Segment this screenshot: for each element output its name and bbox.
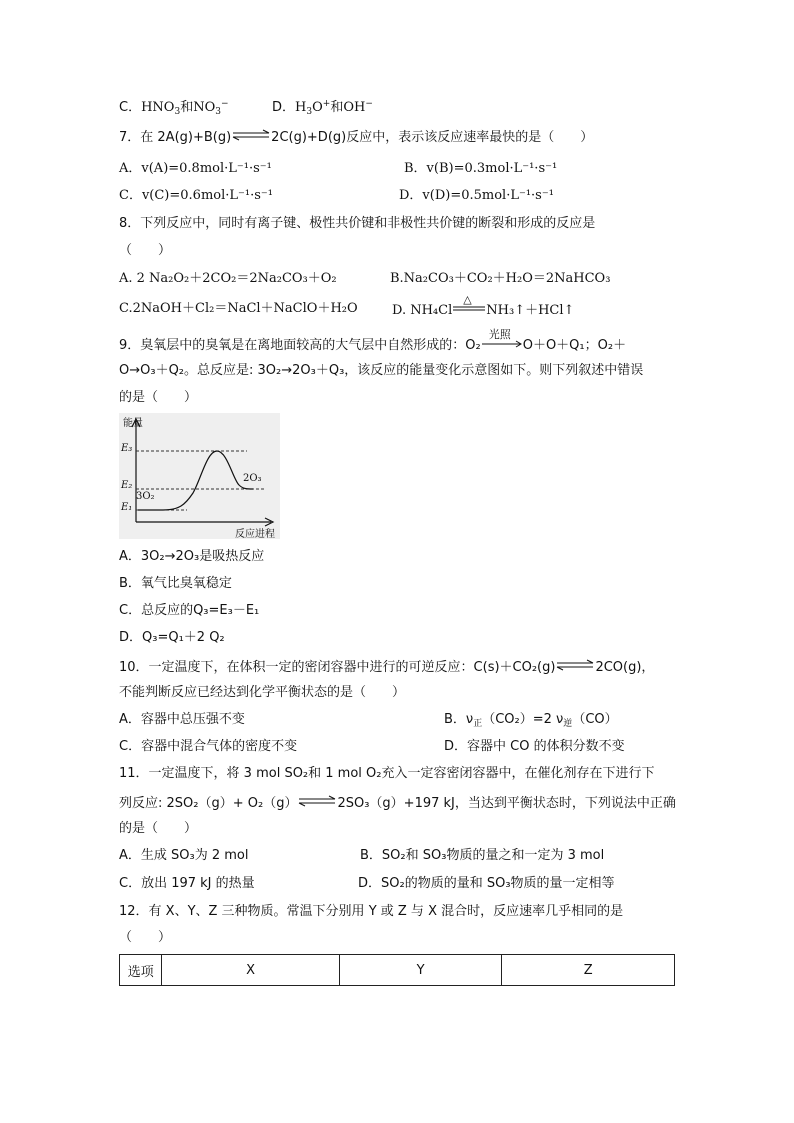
q8-option-d: D. NH₄Cl △ NH₃↑＋HCl↑ [392,293,575,318]
q12-answer-paren: （ ） [119,930,172,945]
equilibrium-arrow-icon [297,793,337,809]
q12-line-1: 12．有 X、Y、Z 三种物质。常温下分别用 Y 或 Z 与 X 混合时，反应速率几乎相同的是 [119,904,624,919]
label-product: 2O₃ [243,473,262,484]
q9-option-a: A．3O₂→2O₃是吸热反应 [119,549,265,564]
q10-line-2: 不能判断反应已经达到化学平衡状态的是（ ） [119,685,406,700]
table-header-x: X [162,955,339,986]
q11-option-a: A．生成 SO₃为 2 mol [119,848,249,863]
q7-option-a: A．v(A)=0.8mol·L⁻¹·s⁻¹ [119,161,272,176]
q7-option-c: C．v(C)=0.6mol·L⁻¹·s⁻¹ [119,188,273,203]
light-condition-arrow: 光照 [481,335,523,351]
q9-line-3: 的是（ ） [119,390,198,405]
q7-option-b: B．v(B)=0.3mol·L⁻¹·s⁻¹ [404,161,558,176]
q6-option-c: C．$HNO_3$和$NO_3^-$ [119,99,229,117]
equilibrium-arrow-icon [555,657,595,673]
energy-curve [138,451,253,510]
q11-line-2: 列反应: 2SO₂（g）+ O₂（g） 2SO₃（g）+197 kJ，当达到平衡状态时，下列说法中正确 [119,793,676,813]
table-header-row [120,955,675,986]
q8-answer-paren: （ ） [119,243,172,258]
q10-option-a: A．容器中总压强不变 [119,712,245,727]
q9-option-d: D．Q₃=Q₁＋2 Q₂ [119,630,225,645]
table-header-y: Y [339,955,502,986]
q11-option-c: C．放出 197 kJ 的热量 [119,876,255,891]
q11-option-b: B．SO₂和 SO₃物质的量之和一定为 3 mol [360,848,605,863]
q10-option-b: B．$\nu_正(CO_2)=2$ $\nu_逆(CO)$ [444,712,618,729]
diagram-ylabel: 能量 [123,418,143,429]
label-e1: E₁ [121,502,133,513]
q11-line-3: 的是（ ） [119,821,198,836]
q6-option-d: D．$H_3O^+$和OH− [272,99,373,117]
q11-option-d: D．SO₂的物质的量和 SO₃物质的量一定相等 [358,876,615,891]
table-header-option: 选项 [120,955,162,986]
q8-stem: 8．下列反应中，同时有离子键、极性共价键和非极性共价键的断裂和形成的反应是 [119,216,596,231]
equilibrium-arrow-icon [231,127,271,143]
q7-stem: 7．在 2A(g)+B(g) 2C(g)+D(g)反应中，表示该反应速率最快的是（ ） [119,127,593,147]
q10-line-1: 10．一定温度下，在体积一定的密闭容器中进行的可逆反应：C(s)＋CO₂(g) 2CO(g)， [119,657,654,677]
label-e3: E₃ [121,443,133,454]
q8-option-b: B.Na₂CO₃＋CO₂＋H₂O＝2NaHCO₃ [390,271,611,286]
q8-option-c: C.2NaOH＋Cl₂＝NaCl＋NaClO＋H₂O [119,301,358,316]
label-e2: E₂ [121,480,133,491]
q9-option-b: B．氧气比臭氧稳定 [119,576,232,591]
label-reactant: 3O₂ [136,491,155,502]
q7-option-d: D．v(D)=0.5mol·L⁻¹·s⁻¹ [399,188,554,203]
q8-option-a: A. 2 Na₂O₂＋2CO₂＝2Na₂CO₃＋O₂ [119,271,337,286]
diagram-xlabel: 反应进程 [235,529,275,540]
table-header-z: Z [502,955,675,986]
q9-line-2: O→O₃＋Q₂。总反应是: 3O₂→2O₃＋Q₃，该反应的能量变化示意图如下。则下列叙述中错误 [119,363,644,378]
energy-diagram [119,413,280,539]
q11-line-1: 11．一定温度下，将 3 mol SO₂和 1 mol O₂充入一定容密闭容器中，在催化剂存在下进行下 [119,766,655,781]
q10-option-d: D．容器中 CO 的体积分数不变 [444,739,625,754]
q9-line-1: 9．臭氧层中的臭氧是在离地面较高的大气层中自然形成的：O₂ 光照 O＋O＋Q₁；O₂＋ [119,328,627,353]
q10-option-c: C．容器中混合气体的密度不变 [119,739,298,754]
q12-options-table [119,954,675,986]
q9-option-c: C．总反应的Q₃=E₃－E₁ [119,603,260,618]
heat-condition-arrow: △ [463,293,472,306]
